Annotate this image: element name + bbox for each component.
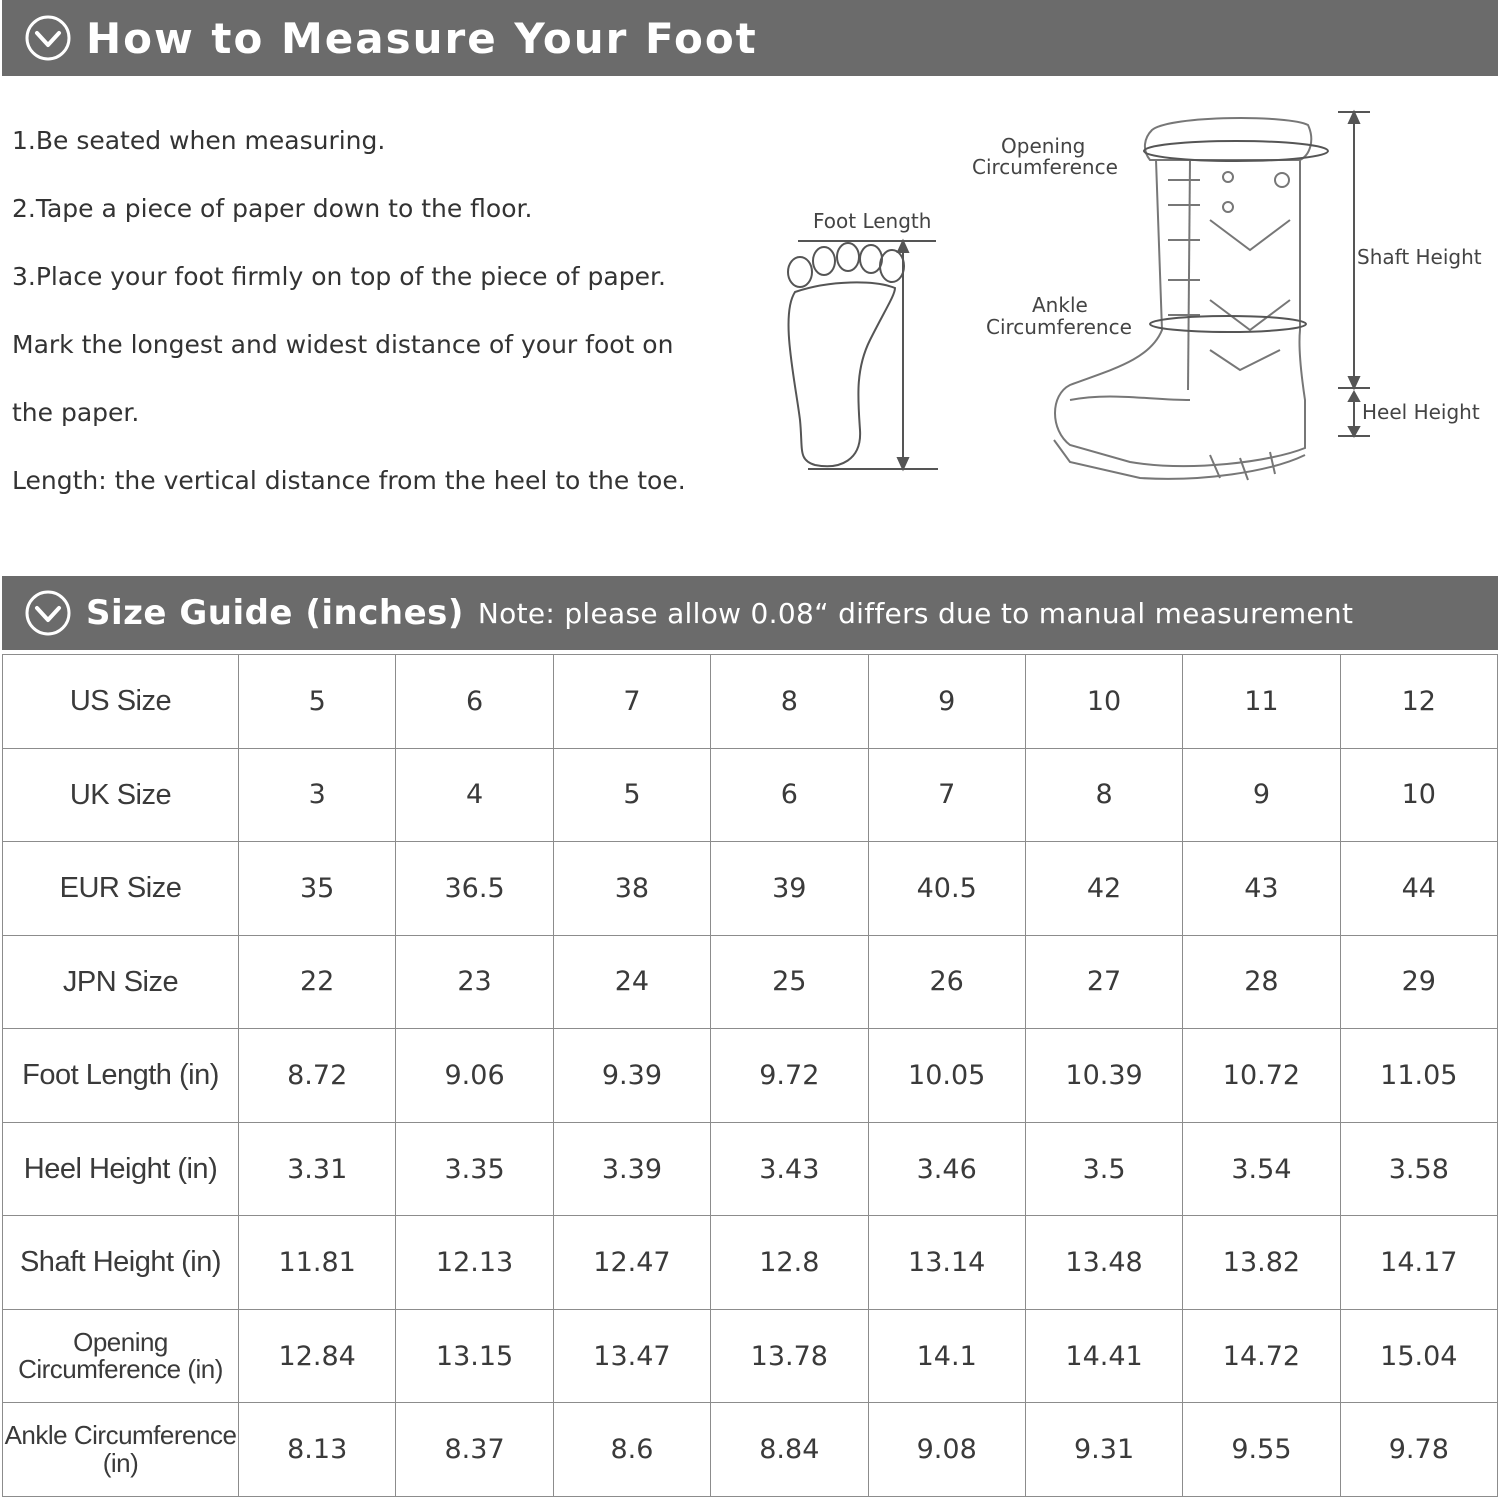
table-cell: 27 <box>1025 935 1182 1029</box>
row-label: Shaft Height (in) <box>3 1216 239 1310</box>
table-cell: 8.13 <box>239 1403 396 1497</box>
table-cell: 14.1 <box>868 1309 1025 1403</box>
measurement-diagram <box>770 100 1500 500</box>
table-cell: 11.05 <box>1340 1029 1497 1123</box>
table-cell: 39 <box>711 842 868 936</box>
table-cell: 5 <box>553 748 710 842</box>
table-row <box>3 935 1498 1029</box>
table-cell: 36.5 <box>396 842 553 936</box>
table-cell: 26 <box>868 935 1025 1029</box>
row-label: Opening Circumference (in) <box>3 1309 239 1403</box>
table-cell: 10.39 <box>1025 1029 1182 1123</box>
table-cell: 9.78 <box>1340 1403 1497 1497</box>
table-cell: 6 <box>711 748 868 842</box>
chevron-down-circle-icon <box>24 14 72 62</box>
table-cell: 24 <box>553 935 710 1029</box>
table-cell: 15.04 <box>1340 1309 1497 1403</box>
table-row <box>3 1403 1498 1497</box>
opening-label: Circumference <box>972 155 1118 179</box>
table-cell: 7 <box>553 655 710 749</box>
table-cell: 3.46 <box>868 1122 1025 1216</box>
table-cell: 12 <box>1340 655 1497 749</box>
table-cell: 8 <box>711 655 868 749</box>
table-cell: 4 <box>396 748 553 842</box>
table-cell: 8 <box>1025 748 1182 842</box>
table-row <box>3 748 1498 842</box>
instruction-line: 1.Be seated when measuring. <box>12 126 386 155</box>
row-label: JPN Size <box>3 935 239 1029</box>
size-table <box>2 654 1498 1497</box>
row-label: Ankle Circumference (in) <box>3 1403 239 1497</box>
ankle-label: Ankle <box>1032 293 1088 317</box>
table-cell: 13.78 <box>711 1309 868 1403</box>
table-cell: 12.47 <box>553 1216 710 1310</box>
table-cell: 13.15 <box>396 1309 553 1403</box>
table-row <box>3 842 1498 936</box>
table-cell: 14.17 <box>1340 1216 1497 1310</box>
table-cell: 3.5 <box>1025 1122 1182 1216</box>
table-cell: 42 <box>1025 842 1182 936</box>
table-cell: 25 <box>711 935 868 1029</box>
table-cell: 10.05 <box>868 1029 1025 1123</box>
table-cell: 11 <box>1183 655 1340 749</box>
table-cell: 14.72 <box>1183 1309 1340 1403</box>
shaft-height-label: Shaft Height <box>1357 245 1482 269</box>
instruction-line: 3.Place your foot firmly on top of the piece of paper. <box>12 262 666 291</box>
foot-outline-icon <box>788 243 904 466</box>
opening-label: Opening <box>1001 134 1086 158</box>
instruction-line: Mark the longest and widest distance of your foot on <box>12 330 674 359</box>
table-cell: 3.31 <box>239 1122 396 1216</box>
table-cell: 9.31 <box>1025 1403 1182 1497</box>
measure-header <box>2 0 1498 76</box>
table-cell: 43 <box>1183 842 1340 936</box>
instructions <box>12 118 752 526</box>
table-cell: 12.13 <box>396 1216 553 1310</box>
row-label: UK Size <box>3 748 239 842</box>
table-cell: 13.47 <box>553 1309 710 1403</box>
table-cell: 3.39 <box>553 1122 710 1216</box>
table-cell: 9.55 <box>1183 1403 1340 1497</box>
instruction-line: the paper. <box>12 398 140 427</box>
table-cell: 11.81 <box>239 1216 396 1310</box>
table-cell: 6 <box>396 655 553 749</box>
heel-height-label: Heel Height <box>1362 400 1480 424</box>
table-row <box>3 1029 1498 1123</box>
row-label: US Size <box>3 655 239 749</box>
size-guide-title: Size Guide (inches) <box>86 593 464 633</box>
table-cell: 13.14 <box>868 1216 1025 1310</box>
size-guide-header <box>2 576 1498 650</box>
table-cell: 38 <box>553 842 710 936</box>
table-cell: 12.84 <box>239 1309 396 1403</box>
table-cell: 8.6 <box>553 1403 710 1497</box>
table-cell: 23 <box>396 935 553 1029</box>
table-cell: 9.72 <box>711 1029 868 1123</box>
table-cell: 40.5 <box>868 842 1025 936</box>
table-row <box>3 655 1498 749</box>
table-cell: 13.82 <box>1183 1216 1340 1310</box>
table-cell: 44 <box>1340 842 1497 936</box>
table-cell: 9 <box>1183 748 1340 842</box>
table-cell: 5 <box>239 655 396 749</box>
table-cell: 8.37 <box>396 1403 553 1497</box>
table-cell: 7 <box>868 748 1025 842</box>
chevron-down-circle-icon <box>24 589 72 637</box>
table-cell: 3 <box>239 748 396 842</box>
table-cell: 9.06 <box>396 1029 553 1123</box>
table-cell: 13.48 <box>1025 1216 1182 1310</box>
table-cell: 8.84 <box>711 1403 868 1497</box>
table-row <box>3 1309 1498 1403</box>
table-cell: 8.72 <box>239 1029 396 1123</box>
table-cell: 3.35 <box>396 1122 553 1216</box>
ankle-label: Circumference <box>986 315 1132 339</box>
foot-length-label: Foot Length <box>813 209 932 233</box>
table-cell: 3.54 <box>1183 1122 1340 1216</box>
table-row <box>3 1216 1498 1310</box>
table-cell: 10 <box>1025 655 1182 749</box>
table-cell: 10 <box>1340 748 1497 842</box>
table-cell: 10.72 <box>1183 1029 1340 1123</box>
instruction-line: 2.Tape a piece of paper down to the floor. <box>12 194 533 223</box>
instruction-line: Length: the vertical distance from the heel to the toe. <box>12 466 686 495</box>
table-cell: 3.58 <box>1340 1122 1497 1216</box>
table-cell: 3.43 <box>711 1122 868 1216</box>
row-label: EUR Size <box>3 842 239 936</box>
table-cell: 22 <box>239 935 396 1029</box>
table-cell: 29 <box>1340 935 1497 1029</box>
table-row <box>3 1122 1498 1216</box>
table-cell: 28 <box>1183 935 1340 1029</box>
table-cell: 12.8 <box>711 1216 868 1310</box>
size-guide-note: Note: please allow 0.08“ differs due to manual measurement <box>477 596 1354 630</box>
table-cell: 9.08 <box>868 1403 1025 1497</box>
measure-title: How to Measure Your Foot <box>86 13 758 63</box>
table-cell: 14.41 <box>1025 1309 1182 1403</box>
table-cell: 9 <box>868 655 1025 749</box>
row-label: Heel Height (in) <box>3 1122 239 1216</box>
table-cell: 35 <box>239 842 396 936</box>
row-label: Foot Length (in) <box>3 1029 239 1123</box>
table-cell: 9.39 <box>553 1029 710 1123</box>
